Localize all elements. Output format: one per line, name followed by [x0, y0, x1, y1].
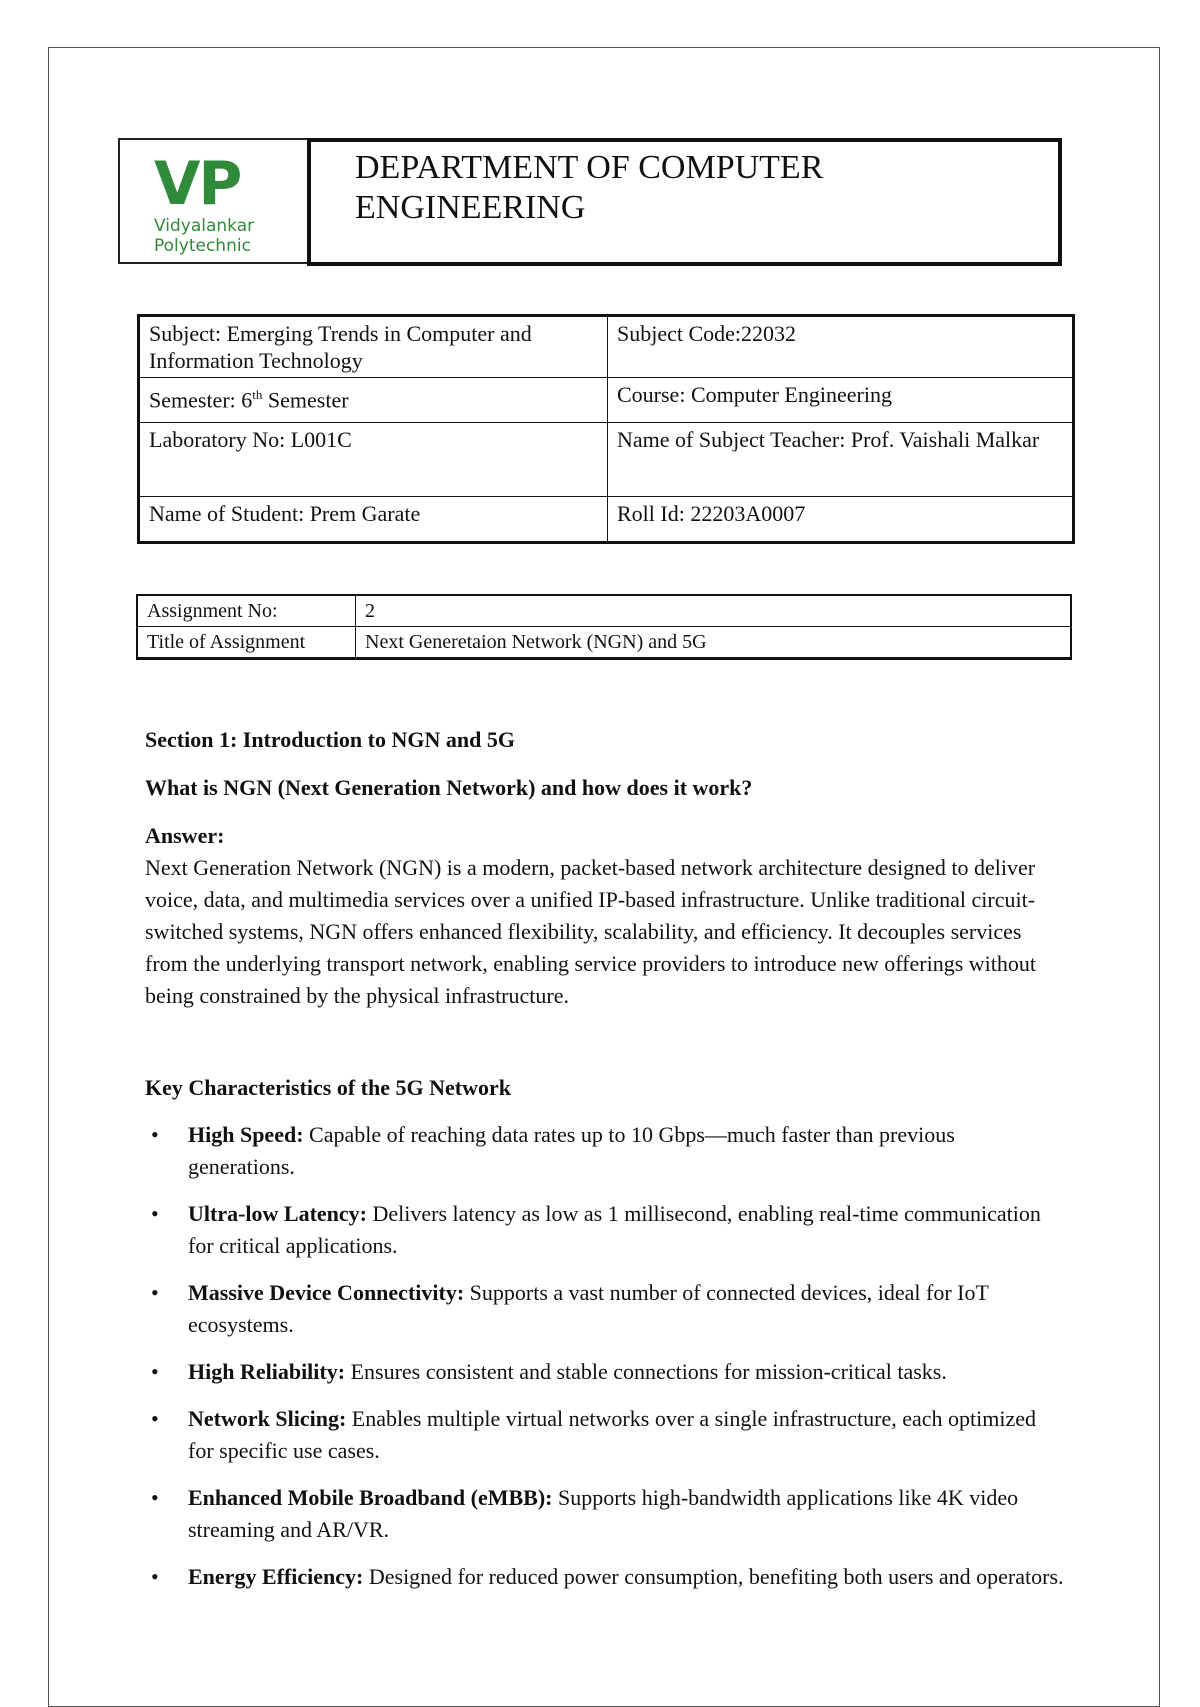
semester-superscript: th: [252, 387, 263, 402]
section-title: Section 1: Introduction to NGN and 5G: [145, 727, 515, 752]
item-text: Ensures consistent and stable connections for mission-critical tasks.: [345, 1359, 947, 1384]
logo-line-1: Vidyalankar: [154, 216, 255, 236]
list-item: [145, 1403, 1065, 1467]
table-row: [139, 378, 1074, 423]
question-title: What is NGN (Next Generation Network) and how does it work?: [145, 775, 753, 800]
table-row: [139, 497, 1074, 543]
roll-cell: Roll Id: 22203A0007: [608, 497, 1074, 543]
document-header: [118, 138, 1062, 266]
bullet-icon: •: [151, 1122, 159, 1147]
assignment-table: [136, 594, 1072, 660]
item-term: Massive Device Connectivity:: [188, 1280, 465, 1305]
bullet-icon: •: [151, 1280, 159, 1305]
lab-cell: Laboratory No: L001C: [139, 423, 608, 497]
bullet-icon: •: [151, 1359, 159, 1384]
document-body: [145, 724, 1065, 1608]
assignment-title-value: Next Generetaion Network (NGN) and 5G: [356, 627, 1072, 659]
info-table: [137, 314, 1075, 544]
list-item: [145, 1277, 1065, 1341]
list-item: [145, 1198, 1065, 1262]
teacher-cell: Name of Subject Teacher: Prof. Vaishali Malkar: [608, 423, 1074, 497]
subject-code-cell: Subject Code:22032: [608, 316, 1074, 378]
item-text: Capable of reaching data rates up to 10 Gbps—much faster than previous generations.: [188, 1122, 955, 1179]
characteristics-title: Key Characteristics of the 5G Network: [145, 1075, 511, 1100]
bullet-icon: •: [151, 1406, 159, 1431]
semester-suffix: Semester: [262, 387, 349, 413]
table-row: [137, 595, 1071, 627]
bullet-icon: •: [151, 1201, 159, 1226]
item-text: Enables multiple virtual networks over a single infrastructure, each optimized for specific use cases.: [188, 1406, 1036, 1463]
bullet-icon: •: [151, 1485, 159, 1510]
list-item: [145, 1482, 1065, 1546]
assignment-no-label: Assignment No:: [137, 595, 356, 627]
item-term: High Reliability:: [188, 1359, 346, 1384]
item-term: Network Slicing:: [188, 1406, 347, 1431]
item-text: Designed for reduced power consumption, benefiting both users and operators.: [363, 1564, 1064, 1589]
table-row: [139, 316, 1074, 378]
logo-letters: VP: [154, 149, 241, 219]
item-text: Supports high-bandwidth applications like 4K video streaming and AR/VR.: [188, 1485, 1019, 1542]
characteristics-list: [145, 1119, 1065, 1593]
item-term: Ultra-low Latency:: [188, 1201, 368, 1226]
logo-line-2: Polytechnic: [154, 236, 251, 256]
assignment-title-label: Title of Assignment: [137, 627, 356, 659]
department-title-box: [307, 138, 1062, 266]
item-term: Enhanced Mobile Broadband (eMBB):: [188, 1485, 553, 1510]
list-item: [145, 1561, 1065, 1593]
item-text: Supports a vast number of connected devices, ideal for IoT ecosystems.: [188, 1280, 989, 1337]
subject-cell: Subject: Emerging Trends in Computer and Information Technology: [139, 316, 608, 378]
semester-prefix: Semester: 6: [149, 387, 253, 413]
table-row: [139, 423, 1074, 497]
institute-logo: [118, 138, 307, 264]
assignment-no-value: 2: [356, 595, 1072, 627]
list-item: [145, 1119, 1065, 1183]
table-row: [137, 627, 1071, 659]
department-title: DEPARTMENT OF COMPUTER ENGINEERING: [355, 149, 824, 226]
list-item: [145, 1356, 1065, 1388]
item-text: Delivers latency as low as 1 millisecond, enabling real-time communication for critical applications.: [188, 1201, 1041, 1258]
item-term: High Speed:: [188, 1122, 304, 1147]
answer-paragraph: Next Generation Network (NGN) is a modern, packet-based network architecture designed to deliver voice, data, and multimedia services over a unified IP-based infrastructure. Unlike traditional circuit-switched systems, NGN offers enhanced flexibility, scalability, and efficiency. It decouples services from the underlying transport network, enabling service providers to introduce new offerings without being constrained by the physical infrastructure.: [145, 855, 1036, 1008]
bullet-icon: •: [151, 1564, 159, 1589]
semester-cell: [139, 378, 608, 423]
student-cell: Name of Student: Prem Garate: [139, 497, 608, 543]
course-cell: Course: Computer Engineering: [608, 378, 1074, 423]
answer-label: Answer:: [145, 823, 225, 848]
item-term: Energy Efficiency:: [188, 1564, 364, 1589]
